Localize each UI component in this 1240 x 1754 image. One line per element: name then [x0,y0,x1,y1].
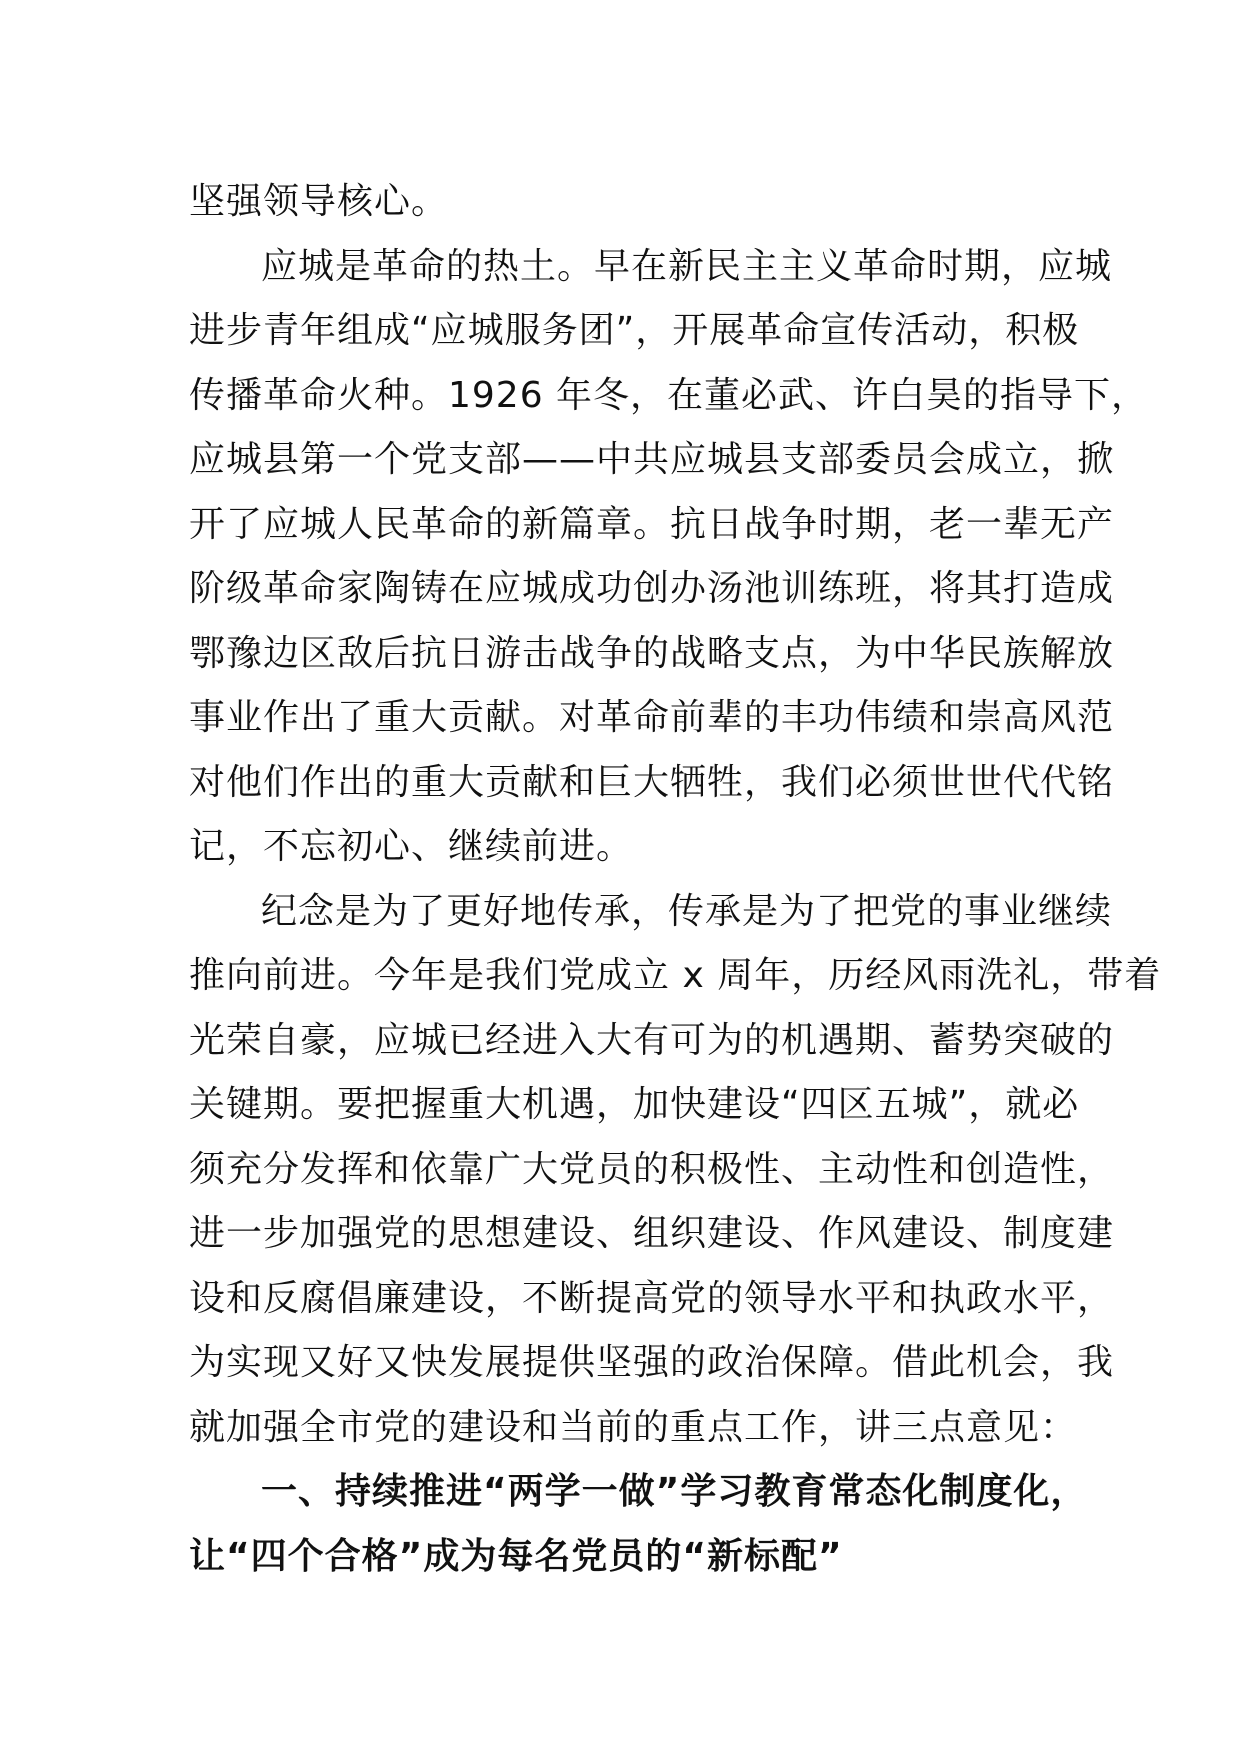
text-line: 阶级革命家陶铸在应城成功创办汤池训练班，将其打造成 [189,568,1115,609]
text-line: 设和反腐倡廉建设，不断提高党的领导水平和执政水平， [189,1277,1115,1319]
text-line: 应城县第一个党支部——中共应城县支部委员会成立，掀 [189,439,1115,480]
document-body [189,170,1162,1589]
text-line: 开了应城人民革命的新篇章。抗日战争时期，老一辈无产 [189,503,1115,545]
text-line: 事业作出了重大贡献。对革命前辈的丰功伟绩和崇高风范 [189,697,1115,738]
section-heading-line: 一、持续推进“两学一做”学习教育常态化制度化， [261,1471,1088,1512]
text-line: 就加强全市党的建设和当前的重点工作，讲三点意见： [189,1406,1078,1448]
text-line: 记，不忘初心、继续前进。 [189,826,634,867]
text-line: 传播革命火种。1926 年冬，在董必武、许白昊的指导下， [189,374,1149,416]
section-heading-line: 让“四个合格”成为每名党员的“新标配” [189,1535,843,1577]
text-line: 对他们作出的重大贡献和巨大牺牲，我们必须世世代代铭 [189,761,1115,803]
paragraph-start-line: 应城是革命的热土。早在新民主主义革命时期，应城 [261,245,1113,287]
text-line: 鄂豫边区敌后抗日游击战争的战略支点，为中华民族解放 [189,632,1115,674]
text-line: 光荣自豪，应城已经进入大有可为的机遇期、蓄势突破的 [189,1019,1115,1061]
text-line: 坚强领导核心。 [189,181,449,222]
text-line: 须充分发挥和依靠广大党员的积极性、主动性和创造性， [189,1148,1115,1190]
text-line: 进一步加强党的思想建设、组织建设、作风建设、制度建 [189,1213,1115,1254]
text-line: 进步青年组成“应城服务团”，开展革命宣传活动，积极 [189,310,1080,351]
text-line: 推向前进。今年是我们党成立 x 周年，历经风雨洗礼，带着 [189,955,1162,996]
text-line: 关键期。要把握重大机遇，加快建设“四区五城”，就必 [189,1084,1080,1125]
paragraph-start-line: 纪念是为了更好地传承，传承是为了把党的事业继续 [261,890,1113,932]
text-line: 为实现又好又快发展提供坚强的政治保障。借此机会，我 [189,1342,1115,1383]
